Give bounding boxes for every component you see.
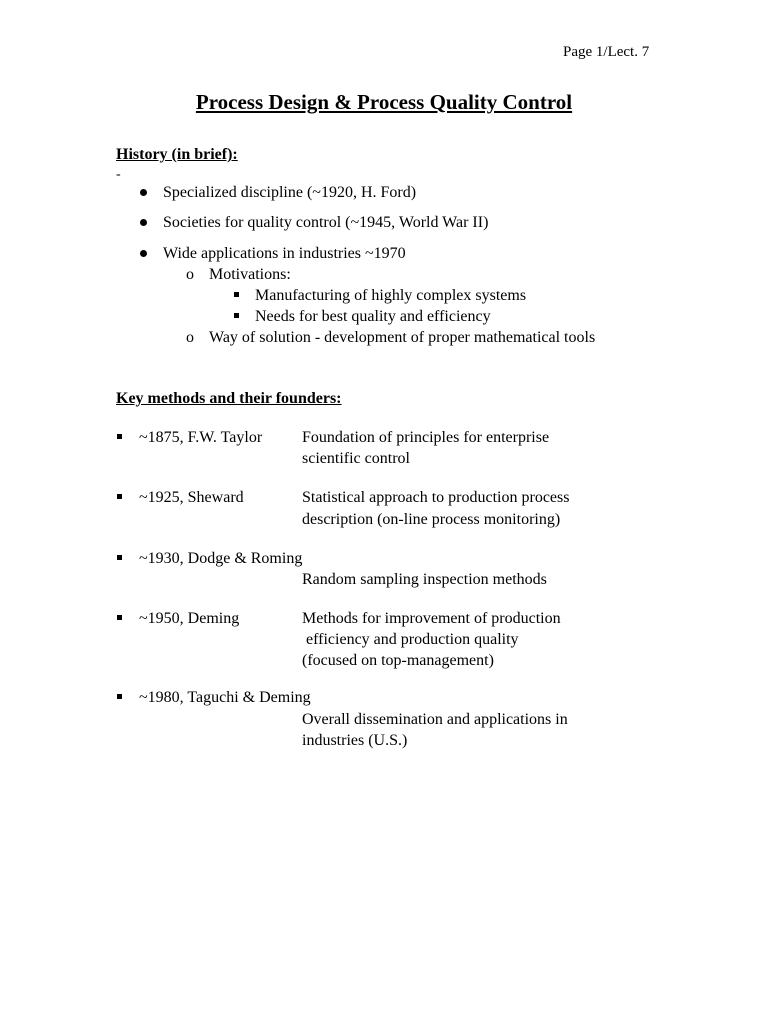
key-methods-heading: Key methods and their founders: xyxy=(116,390,342,407)
leading-dash-mark: - xyxy=(116,167,121,182)
method-description-line: Overall dissemination and applications in xyxy=(302,711,568,728)
method-founder: ~1930, Dodge & Roming xyxy=(139,550,303,567)
bullet-circle-icon: o xyxy=(186,329,194,346)
bullet-dot-icon xyxy=(140,250,147,257)
method-founder: ~1950, Deming xyxy=(139,610,240,627)
bullet-square-icon xyxy=(234,313,239,318)
motivation-item: Needs for best quality and efficiency xyxy=(255,308,491,325)
method-description-line: scientific control xyxy=(302,450,410,467)
method-description-line: Statistical approach to production process xyxy=(302,489,570,506)
history-sub-item: Motivations: xyxy=(209,266,291,283)
method-founder: ~1925, Sheward xyxy=(139,489,244,506)
bullet-square-icon xyxy=(117,555,122,560)
method-description-line: Methods for improvement of production xyxy=(302,610,561,627)
history-item: Specialized discipline (~1920, H. Ford) xyxy=(163,184,417,201)
method-founder: ~1980, Taguchi & Deming xyxy=(139,689,311,706)
method-description-line: industries (U.S.) xyxy=(302,732,408,749)
bullet-square-icon xyxy=(234,292,239,297)
bullet-square-icon xyxy=(117,615,122,620)
method-description-line: Random sampling inspection methods xyxy=(302,571,547,588)
bullet-square-icon xyxy=(117,434,122,439)
bullet-dot-icon xyxy=(140,189,147,196)
bullet-circle-icon: o xyxy=(186,266,194,283)
method-founder: ~1875, F.W. Taylor xyxy=(139,429,263,446)
history-sub-item: Way of solution - development of proper mathematical tools xyxy=(209,329,596,346)
method-description-line: Foundation of principles for enterprise xyxy=(302,429,550,446)
history-item: Wide applications in industries ~1970 xyxy=(163,245,406,262)
page-number-label: Page 1/Lect. 7 xyxy=(563,44,650,60)
bullet-square-icon xyxy=(117,694,122,699)
bullet-dot-icon xyxy=(140,219,147,226)
bullet-square-icon xyxy=(117,494,122,499)
method-description-line: (focused on top-management) xyxy=(302,652,494,669)
history-item: Societies for quality control (~1945, World War II) xyxy=(163,214,489,231)
motivation-item: Manufacturing of highly complex systems xyxy=(255,287,527,304)
history-heading: History (in brief): xyxy=(116,146,238,163)
method-description-line: description (on-line process monitoring) xyxy=(302,511,561,528)
document-title: Process Design & Process Quality Control xyxy=(195,90,573,114)
method-description-line: efficiency and production quality xyxy=(302,631,519,648)
